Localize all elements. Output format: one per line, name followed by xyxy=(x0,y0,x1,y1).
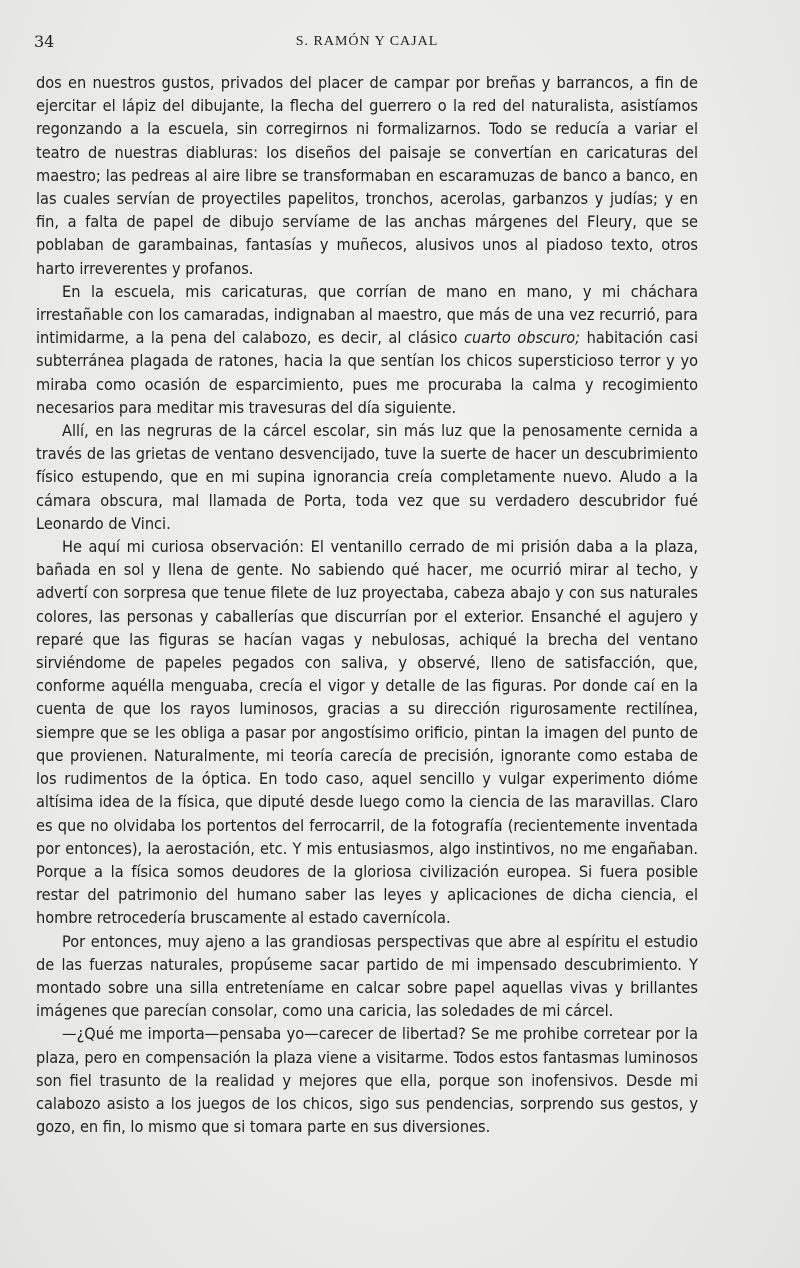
running-head: S. RAMÓN Y CAJAL xyxy=(295,34,439,49)
paragraph-5 xyxy=(36,930,698,1023)
page-header xyxy=(34,32,700,56)
paragraph-text: Allí, en las negruras de la cárcel escolar, sin más luz que la penosamente cernida a través de las grietas de ventano desvencijado, tuve la suerte de hacer un descubrimiento físico estupendo, que en mi supina ignorancia creía completamente nuevo. Aludo a la cámara obscura, mal llamada de Porta, toda vez que su verdadero descubridor fué Leonardo de Vinci. xyxy=(36,421,698,533)
paragraph-1 xyxy=(36,71,698,280)
paragraph-text: He aquí mi curiosa observación: El ventanillo cerrado de mi prisión daba a la plaza, bañada en sol y llena de gente. No sabiendo qué hacer, me ocurrió mirar al techo, y advertí con sorpresa que tenue filete de luz proyectaba, cabeza abajo y con sus naturales colores, las personas y caballerías que discurrían por el exterior. Ensanché el agujero y reparé que las figuras se hacían vagas y nebulosas, achiqué la brecha del ventano sirviéndome de papeles pegados con saliva, y observé, lleno de satisfacción, que, conforme aquélla menguaba, crecía el vigor y detalle de las figuras. Por donde caí en la cuenta de que los rayos luminosos, gracias a su dirección rigurosamente rectilínea, siempre que se les obliga a pasar por angostísimo orificio, pintan la imagen del punto de que provienen. Naturalmente, mi teoría carecía de precisión, ignorante como estaba de los rudimentos de la óptica. En todo caso, aquel sencillo y vulgar experimento dióme altísima idea de la física, que diputé desde luego como la ciencia de las maravillas. Claro es que no olvidaba los portentos del ferrocarril, de la fotografía (recientemente inventada por entonces), la aerostación, etc. Y mis entusiasmos, algo instintivos, no me engañaban. Porque a la física somos deudores de la gloriosa civilización europea. Si fuera posible restar del patrimonio del humano saber las leyes y aplicaciones de dicha ciencia, el hombre retrocedería bruscamente al estado cavernícola. xyxy=(36,537,698,928)
paragraph-text: dos en nuestros gustos, privados del placer de campar por breñas y barrancos, a fin de ejercitar el lápiz del dibujante, la flecha del guerrero o la red del naturalista, asistíamos regonzando a la escuela, sin corregirnos ni formalizarnos. Todo se reducía a variar el teatro de nuestras diabluras: los diseños del paisaje se convertían en caricaturas del maestro; las pedreas al aire libre se transformaban en escaramuzas de banco a banco, en las cuales servían de proyectiles papelitos, tronchos, acerolas, garbanzos y judías; y en fin, a falta de papel de dibujo servíame de las anchas márgenes del Fleury, que se poblaban de garambainas, fantasías y muñecos, alusivos unos al piadoso texto, otros harto irreverentes y profanos. xyxy=(36,73,698,278)
page-number: 34 xyxy=(34,32,55,51)
paragraph-text: habitación casi subterránea plagada de ratones, hacia la que sentían los chicos supersticioso terror y yo miraba como ocasión de esparcimiento, pues me procuraba la calma y recogimiento necesarios para meditar mis travesuras del día siguiente. xyxy=(36,328,698,417)
paragraph-6 xyxy=(36,1022,698,1138)
paragraph-3 xyxy=(36,419,698,535)
paragraph-text: Por entonces, muy ajeno a las grandiosas perspectivas que abre al espíritu el estudio de las fuerzas naturales, propúseme sacar partido de mi impensado descubrimiento. Y montado sobre una silla entreteníame en calcar sobre papel aquellas vivas y brillantes imágenes que parecían consolar, como una caricia, las soledades de mi cárcel. xyxy=(36,931,698,1021)
paragraph-text: En la escuela, mis caricaturas, que corrían de mano en mano, y mi cháchara irrestañable con los camaradas, indignaban al maestro, que más de una vez recurrió, para intimidarme, a la pena del calabozo, es decir, al clásico xyxy=(36,281,698,348)
paragraph-4 xyxy=(36,535,698,929)
italic-phrase: cuarto obscuro; xyxy=(463,328,581,348)
paragraph-text: —¿Qué me importa—pensaba yo—carecer de libertad? Se me prohibe corretear por la plaza, pero en compensación la plaza viene a visitarme. Todos estos fantasmas luminosos son fiel trasunto de la realidad y mejores que ella, porque son inofensivos. Desde mi calabozo asisto a los juegos de los chicos, sigo sus pendencias, sorprendo sus gestos, y gozo, en fin, lo mismo que si tomara parte en sus diversiones. xyxy=(36,1024,698,1137)
body-text xyxy=(36,71,698,1138)
paragraph-2 xyxy=(36,280,698,419)
